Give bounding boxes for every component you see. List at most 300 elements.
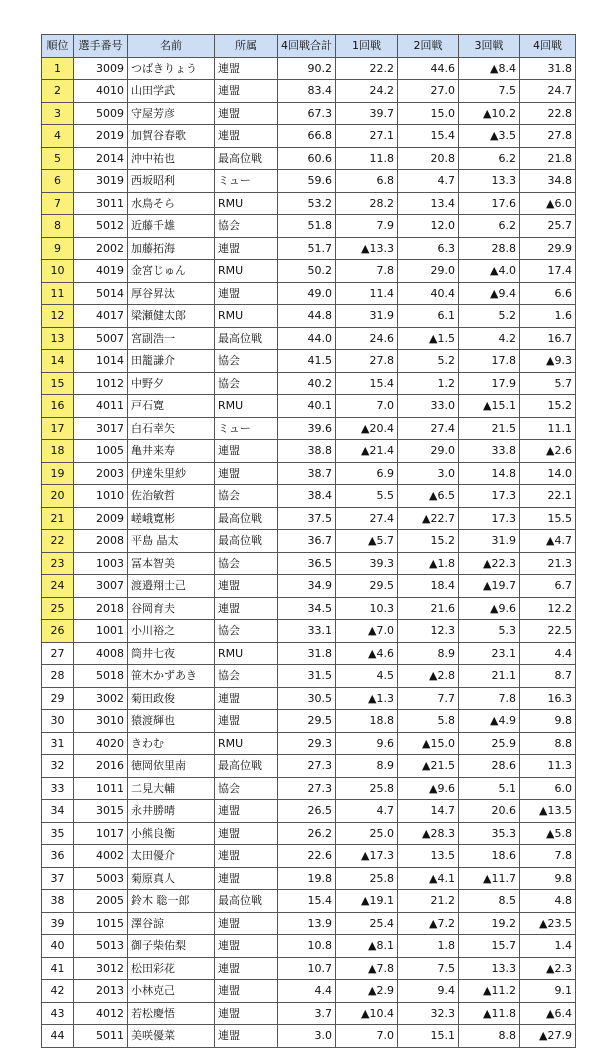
name-cell: きわむ	[128, 732, 215, 755]
round-3-cell: 21.5	[459, 417, 520, 440]
rank-cell: 40	[42, 935, 74, 958]
affiliation-cell: 連盟	[215, 867, 278, 890]
total-cell: 19.8	[278, 867, 336, 890]
round-2-cell: ▲15.0	[398, 732, 459, 755]
table-row	[42, 395, 576, 418]
round-1-cell: 25.0	[336, 822, 398, 845]
name-cell: 田籠謙介	[128, 350, 215, 373]
round-2-cell: 32.3	[398, 1002, 459, 1025]
round-1-cell: 39.3	[336, 552, 398, 575]
name-cell: 鈴木 聡一郎	[128, 890, 215, 913]
round-3-cell: ▲4.0	[459, 260, 520, 283]
round-3-cell: 5.3	[459, 620, 520, 643]
affiliation-cell: 最高位戦	[215, 507, 278, 530]
round-3-cell: ▲11.8	[459, 1002, 520, 1025]
affiliation-cell: 連盟	[215, 575, 278, 598]
affiliation-cell: 連盟	[215, 935, 278, 958]
affiliation-cell: RMU	[215, 305, 278, 328]
affiliation-cell: 連盟	[215, 57, 278, 80]
round-3-cell: 6.2	[459, 215, 520, 238]
table-row	[42, 485, 576, 508]
rank-cell: 41	[42, 957, 74, 980]
total-cell: 50.2	[278, 260, 336, 283]
round-3-cell: ▲11.2	[459, 980, 520, 1003]
name-cell: つばきりょう	[128, 57, 215, 80]
player-number-cell: 1017	[74, 822, 128, 845]
round-4-cell: 15.5	[520, 507, 576, 530]
round-4-cell: 22.8	[520, 102, 576, 125]
rank-cell: 39	[42, 912, 74, 935]
table-row	[42, 192, 576, 215]
rank-cell: 34	[42, 800, 74, 823]
name-cell: 加藤拓海	[128, 237, 215, 260]
affiliation-cell: 連盟	[215, 822, 278, 845]
round-1-cell: 28.2	[336, 192, 398, 215]
name-cell: 徳岡依里南	[128, 755, 215, 778]
table-row	[42, 620, 576, 643]
total-cell: 36.7	[278, 530, 336, 553]
round-1-cell: 24.2	[336, 80, 398, 103]
affiliation-cell: 最高位戦	[215, 755, 278, 778]
round-3-cell: 13.3	[459, 957, 520, 980]
rank-cell: 27	[42, 642, 74, 665]
rank-cell: 24	[42, 575, 74, 598]
round-2-cell: ▲22.7	[398, 507, 459, 530]
round-2-cell: ▲1.8	[398, 552, 459, 575]
round-4-cell: 27.8	[520, 125, 576, 148]
name-cell: 笹木かずあき	[128, 665, 215, 688]
total-cell: 67.3	[278, 102, 336, 125]
total-cell: 10.8	[278, 935, 336, 958]
total-cell: 37.5	[278, 507, 336, 530]
round-1-cell: 7.0	[336, 395, 398, 418]
table-row	[42, 822, 576, 845]
total-cell: 13.9	[278, 912, 336, 935]
round-1-cell: ▲13.3	[336, 237, 398, 260]
player-number-cell: 1003	[74, 552, 128, 575]
affiliation-cell: 協会	[215, 620, 278, 643]
round-2-cell: 1.8	[398, 935, 459, 958]
affiliation-cell: 協会	[215, 215, 278, 238]
name-cell: 小熊良衡	[128, 822, 215, 845]
round-3-cell: 17.3	[459, 485, 520, 508]
round-4-cell: 21.8	[520, 147, 576, 170]
player-number-cell: 5009	[74, 102, 128, 125]
name-cell: 永井勝晴	[128, 800, 215, 823]
round-3-cell: 15.7	[459, 935, 520, 958]
name-cell: 戸石寛	[128, 395, 215, 418]
header-player-number: 選手番号	[74, 35, 128, 58]
rank-cell: 25	[42, 597, 74, 620]
round-2-cell: 9.4	[398, 980, 459, 1003]
round-4-cell: ▲13.5	[520, 800, 576, 823]
table-row	[42, 1025, 576, 1048]
affiliation-cell: ミュー	[215, 170, 278, 193]
total-cell: 36.5	[278, 552, 336, 575]
round-4-cell: 17.4	[520, 260, 576, 283]
round-1-cell: 6.8	[336, 170, 398, 193]
name-cell: 加賀谷春歌	[128, 125, 215, 148]
player-number-cell: 4008	[74, 642, 128, 665]
rank-cell: 8	[42, 215, 74, 238]
round-2-cell: 21.2	[398, 890, 459, 913]
round-2-cell: ▲28.3	[398, 822, 459, 845]
rank-cell: 6	[42, 170, 74, 193]
player-number-cell: 2002	[74, 237, 128, 260]
total-cell: 40.2	[278, 372, 336, 395]
affiliation-cell: RMU	[215, 732, 278, 755]
round-3-cell: 5.2	[459, 305, 520, 328]
total-cell: 41.5	[278, 350, 336, 373]
total-cell: 31.5	[278, 665, 336, 688]
player-number-cell: 2005	[74, 890, 128, 913]
table-row	[42, 710, 576, 733]
table-row	[42, 170, 576, 193]
round-1-cell: 15.4	[336, 372, 398, 395]
table-row	[42, 462, 576, 485]
round-4-cell: 9.1	[520, 980, 576, 1003]
player-number-cell: 1011	[74, 777, 128, 800]
round-3-cell: ▲4.9	[459, 710, 520, 733]
table-row	[42, 327, 576, 350]
table-row	[42, 732, 576, 755]
table-body	[42, 57, 576, 1047]
table-row	[42, 215, 576, 238]
table-row	[42, 912, 576, 935]
round-4-cell: 9.8	[520, 710, 576, 733]
header-round-3: 3回戦	[459, 35, 520, 58]
name-cell: 澤谷諒	[128, 912, 215, 935]
rank-cell: 12	[42, 305, 74, 328]
round-4-cell: ▲23.5	[520, 912, 576, 935]
rank-cell: 44	[42, 1025, 74, 1048]
total-cell: 33.1	[278, 620, 336, 643]
round-1-cell: ▲8.1	[336, 935, 398, 958]
total-cell: 51.8	[278, 215, 336, 238]
table-row	[42, 1002, 576, 1025]
round-2-cell: 27.0	[398, 80, 459, 103]
total-cell: 3.7	[278, 1002, 336, 1025]
affiliation-cell: 連盟	[215, 440, 278, 463]
player-number-cell: 2013	[74, 980, 128, 1003]
table-row	[42, 575, 576, 598]
round-3-cell: 13.3	[459, 170, 520, 193]
round-3-cell: ▲10.2	[459, 102, 520, 125]
player-number-cell: 4010	[74, 80, 128, 103]
total-cell: 83.4	[278, 80, 336, 103]
round-3-cell: ▲9.6	[459, 597, 520, 620]
affiliation-cell: 連盟	[215, 710, 278, 733]
header-total: 4回戦合計	[278, 35, 336, 58]
name-cell: 冨本智美	[128, 552, 215, 575]
affiliation-cell: 最高位戦	[215, 890, 278, 913]
name-cell: 嵯峨寛彬	[128, 507, 215, 530]
round-1-cell: ▲5.7	[336, 530, 398, 553]
rank-cell: 38	[42, 890, 74, 913]
round-3-cell: 19.2	[459, 912, 520, 935]
total-cell: 4.4	[278, 980, 336, 1003]
name-cell: 中野夕	[128, 372, 215, 395]
rank-cell: 3	[42, 102, 74, 125]
name-cell: 白石幸矢	[128, 417, 215, 440]
round-2-cell: 3.0	[398, 462, 459, 485]
total-cell: 34.9	[278, 575, 336, 598]
table-row	[42, 282, 576, 305]
round-3-cell: 18.6	[459, 845, 520, 868]
header-round-1: 1回戦	[336, 35, 398, 58]
rank-cell: 13	[42, 327, 74, 350]
table-row	[42, 597, 576, 620]
table-row	[42, 867, 576, 890]
rank-cell: 42	[42, 980, 74, 1003]
round-2-cell: 18.4	[398, 575, 459, 598]
round-1-cell: 8.9	[336, 755, 398, 778]
affiliation-cell: 連盟	[215, 845, 278, 868]
player-number-cell: 3002	[74, 687, 128, 710]
name-cell: 谷岡育夫	[128, 597, 215, 620]
rank-cell: 33	[42, 777, 74, 800]
player-number-cell: 4012	[74, 1002, 128, 1025]
round-4-cell: 22.5	[520, 620, 576, 643]
round-3-cell: ▲15.1	[459, 395, 520, 418]
rank-cell: 32	[42, 755, 74, 778]
round-2-cell: ▲4.1	[398, 867, 459, 890]
round-2-cell: 21.6	[398, 597, 459, 620]
round-4-cell: ▲9.3	[520, 350, 576, 373]
round-4-cell: ▲2.6	[520, 440, 576, 463]
affiliation-cell: 連盟	[215, 1002, 278, 1025]
total-cell: 29.5	[278, 710, 336, 733]
affiliation-cell: 連盟	[215, 462, 278, 485]
round-3-cell: ▲11.7	[459, 867, 520, 890]
affiliation-cell: 最高位戦	[215, 530, 278, 553]
rank-cell: 21	[42, 507, 74, 530]
player-number-cell: 2009	[74, 507, 128, 530]
affiliation-cell: RMU	[215, 642, 278, 665]
name-cell: 筒井七夜	[128, 642, 215, 665]
affiliation-cell: 協会	[215, 372, 278, 395]
round-2-cell: 13.5	[398, 845, 459, 868]
table-row	[42, 57, 576, 80]
affiliation-cell: 協会	[215, 552, 278, 575]
name-cell: 佐治敏哲	[128, 485, 215, 508]
name-cell: 山田学武	[128, 80, 215, 103]
round-2-cell: ▲1.5	[398, 327, 459, 350]
player-number-cell: 4011	[74, 395, 128, 418]
rank-cell: 18	[42, 440, 74, 463]
affiliation-cell: 協会	[215, 665, 278, 688]
table-row	[42, 507, 576, 530]
round-4-cell: 8.8	[520, 732, 576, 755]
affiliation-cell: 連盟	[215, 687, 278, 710]
round-1-cell: 24.6	[336, 327, 398, 350]
round-2-cell: 4.7	[398, 170, 459, 193]
round-2-cell: 13.4	[398, 192, 459, 215]
player-number-cell: 3009	[74, 57, 128, 80]
round-3-cell: 20.6	[459, 800, 520, 823]
round-3-cell: ▲3.5	[459, 125, 520, 148]
round-4-cell: 12.2	[520, 597, 576, 620]
round-4-cell: 7.8	[520, 845, 576, 868]
table-row	[42, 147, 576, 170]
affiliation-cell: 連盟	[215, 597, 278, 620]
round-2-cell: 27.4	[398, 417, 459, 440]
round-4-cell: 25.7	[520, 215, 576, 238]
rank-cell: 36	[42, 845, 74, 868]
round-4-cell: 14.0	[520, 462, 576, 485]
header-affiliation: 所属	[215, 35, 278, 58]
round-2-cell: 15.0	[398, 102, 459, 125]
round-4-cell: 1.6	[520, 305, 576, 328]
rank-cell: 20	[42, 485, 74, 508]
round-4-cell: 11.3	[520, 755, 576, 778]
round-4-cell: 11.1	[520, 417, 576, 440]
name-cell: 渡邉翔士己	[128, 575, 215, 598]
round-4-cell: 15.2	[520, 395, 576, 418]
rank-cell: 26	[42, 620, 74, 643]
round-1-cell: 29.5	[336, 575, 398, 598]
player-number-cell: 4002	[74, 845, 128, 868]
affiliation-cell: 協会	[215, 485, 278, 508]
player-number-cell: 2018	[74, 597, 128, 620]
total-cell: 59.6	[278, 170, 336, 193]
player-number-cell: 1005	[74, 440, 128, 463]
round-2-cell: ▲2.8	[398, 665, 459, 688]
player-number-cell: 1015	[74, 912, 128, 935]
round-3-cell: ▲9.4	[459, 282, 520, 305]
round-3-cell: 5.1	[459, 777, 520, 800]
name-cell: 小林克己	[128, 980, 215, 1003]
round-4-cell: 29.9	[520, 237, 576, 260]
table-row	[42, 350, 576, 373]
player-number-cell: 5013	[74, 935, 128, 958]
total-cell: 3.0	[278, 1025, 336, 1048]
name-cell: 水鳥そら	[128, 192, 215, 215]
table-row	[42, 957, 576, 980]
rank-cell: 37	[42, 867, 74, 890]
round-4-cell: ▲2.3	[520, 957, 576, 980]
round-1-cell: ▲4.6	[336, 642, 398, 665]
round-2-cell: ▲7.2	[398, 912, 459, 935]
total-cell: 30.5	[278, 687, 336, 710]
table-row	[42, 777, 576, 800]
header-round-2: 2回戦	[398, 35, 459, 58]
round-4-cell: 4.8	[520, 890, 576, 913]
total-cell: 66.8	[278, 125, 336, 148]
player-number-cell: 5011	[74, 1025, 128, 1048]
total-cell: 34.5	[278, 597, 336, 620]
round-1-cell: 27.4	[336, 507, 398, 530]
player-number-cell: 3011	[74, 192, 128, 215]
table-row	[42, 80, 576, 103]
name-cell: 守屋芳彦	[128, 102, 215, 125]
round-3-cell: ▲19.7	[459, 575, 520, 598]
rank-cell: 22	[42, 530, 74, 553]
total-cell: 10.7	[278, 957, 336, 980]
standings-table	[41, 34, 576, 1048]
name-cell: 二見大輔	[128, 777, 215, 800]
round-2-cell: 40.4	[398, 282, 459, 305]
player-number-cell: 2016	[74, 755, 128, 778]
round-2-cell: 15.1	[398, 1025, 459, 1048]
player-number-cell: 3017	[74, 417, 128, 440]
name-cell: 梁瀬健太郎	[128, 305, 215, 328]
round-3-cell: 17.9	[459, 372, 520, 395]
rank-cell: 7	[42, 192, 74, 215]
affiliation-cell: 連盟	[215, 957, 278, 980]
rank-cell: 4	[42, 125, 74, 148]
round-1-cell: 10.3	[336, 597, 398, 620]
affiliation-cell: 連盟	[215, 237, 278, 260]
total-cell: 51.7	[278, 237, 336, 260]
round-4-cell: ▲6.4	[520, 1002, 576, 1025]
name-cell: 若松慶悟	[128, 1002, 215, 1025]
round-4-cell: ▲6.0	[520, 192, 576, 215]
round-1-cell: 7.0	[336, 1025, 398, 1048]
affiliation-cell: RMU	[215, 192, 278, 215]
round-1-cell: ▲20.4	[336, 417, 398, 440]
player-number-cell: 2008	[74, 530, 128, 553]
round-1-cell: 39.7	[336, 102, 398, 125]
round-2-cell: 15.4	[398, 125, 459, 148]
round-3-cell: 8.8	[459, 1025, 520, 1048]
total-cell: 15.4	[278, 890, 336, 913]
player-number-cell: 4019	[74, 260, 128, 283]
round-1-cell: ▲7.0	[336, 620, 398, 643]
rank-cell: 23	[42, 552, 74, 575]
affiliation-cell: 連盟	[215, 980, 278, 1003]
name-cell: 沖中祐也	[128, 147, 215, 170]
round-2-cell: 6.3	[398, 237, 459, 260]
affiliation-cell: 連盟	[215, 282, 278, 305]
affiliation-cell: 連盟	[215, 102, 278, 125]
rank-cell: 30	[42, 710, 74, 733]
round-1-cell: 18.8	[336, 710, 398, 733]
round-2-cell: 14.7	[398, 800, 459, 823]
name-cell: 平島 晶太	[128, 530, 215, 553]
round-3-cell: 4.2	[459, 327, 520, 350]
round-1-cell: 6.9	[336, 462, 398, 485]
round-1-cell: 22.2	[336, 57, 398, 80]
round-1-cell: 7.9	[336, 215, 398, 238]
name-cell: 小川裕之	[128, 620, 215, 643]
affiliation-cell: 連盟	[215, 1025, 278, 1048]
total-cell: 38.7	[278, 462, 336, 485]
round-1-cell: 9.6	[336, 732, 398, 755]
table-row	[42, 102, 576, 125]
round-1-cell: 11.4	[336, 282, 398, 305]
round-1-cell: ▲1.3	[336, 687, 398, 710]
total-cell: 29.3	[278, 732, 336, 755]
round-3-cell: 7.5	[459, 80, 520, 103]
round-3-cell: 28.8	[459, 237, 520, 260]
round-1-cell: 4.5	[336, 665, 398, 688]
round-4-cell: 1.4	[520, 935, 576, 958]
total-cell: 26.5	[278, 800, 336, 823]
round-1-cell: ▲21.4	[336, 440, 398, 463]
round-1-cell: 31.9	[336, 305, 398, 328]
total-cell: 38.4	[278, 485, 336, 508]
total-cell: 22.6	[278, 845, 336, 868]
player-number-cell: 2019	[74, 125, 128, 148]
player-number-cell: 2003	[74, 462, 128, 485]
round-1-cell: ▲2.9	[336, 980, 398, 1003]
header-row	[42, 35, 576, 58]
player-number-cell: 5007	[74, 327, 128, 350]
name-cell: 伊達朱里紗	[128, 462, 215, 485]
name-cell: 美咲優菜	[128, 1025, 215, 1048]
round-4-cell: ▲5.8	[520, 822, 576, 845]
